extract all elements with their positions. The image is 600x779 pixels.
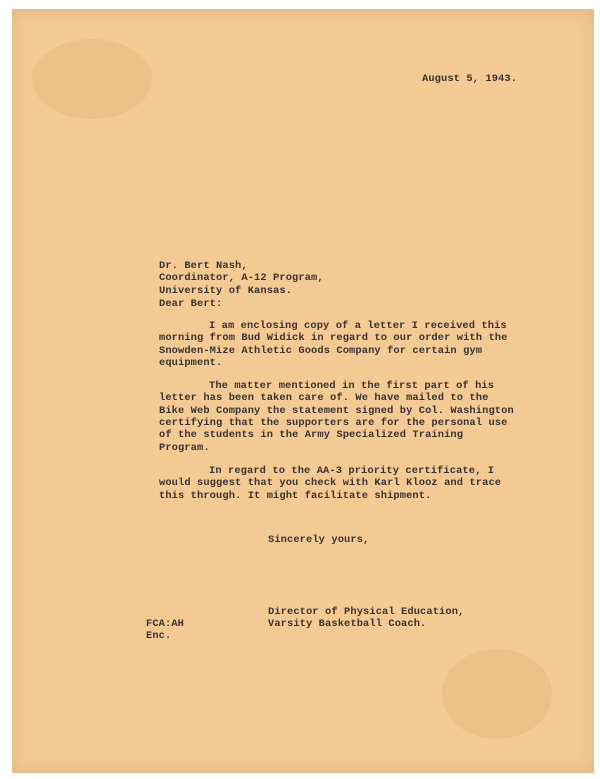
recipient-line: Coordinator, A-12 Program, [159, 272, 324, 285]
signature-line: Director of Physical Education, [268, 606, 465, 618]
body-paragraph: I am enclosing copy of a letter I received this morning from Bud Widick in regard to our order with the Snowden-Mize Athletic Goods Company for certain gym equipment. [159, 320, 508, 369]
letter-page [12, 9, 594, 773]
signature-block [268, 606, 464, 631]
closing: Sincerely yours, [268, 534, 370, 546]
initials-line: FCA:AH [146, 618, 185, 630]
enclosure-line: Enc. [146, 630, 172, 643]
salutation: Dear Bert: [159, 298, 223, 310]
signature-line: Varsity Basketball Coach. [268, 618, 427, 631]
recipient-address [159, 260, 324, 297]
paper-stain [32, 39, 152, 119]
letter-body [159, 320, 519, 513]
paper-stain [442, 649, 552, 739]
body-paragraph: In regard to the AA-3 priority certificate, I would suggest that you check with Karl Klooz and trace this through. It might facilitate shipment. [159, 464, 502, 502]
letter-date: August 5, 1943. [422, 73, 518, 85]
recipient-line: University of Kansas. [159, 284, 293, 297]
reference-initials [146, 618, 184, 643]
body-paragraph: The matter mentioned in the first part of his letter has been taken care of. We have mailed to the Bike Web Company the statement signed by Col. Washington certifying that the supporters are for the personal use of the students in the Army Specialized Training Program. [159, 380, 514, 454]
recipient-line: Dr. Bert Nash, [159, 260, 248, 272]
